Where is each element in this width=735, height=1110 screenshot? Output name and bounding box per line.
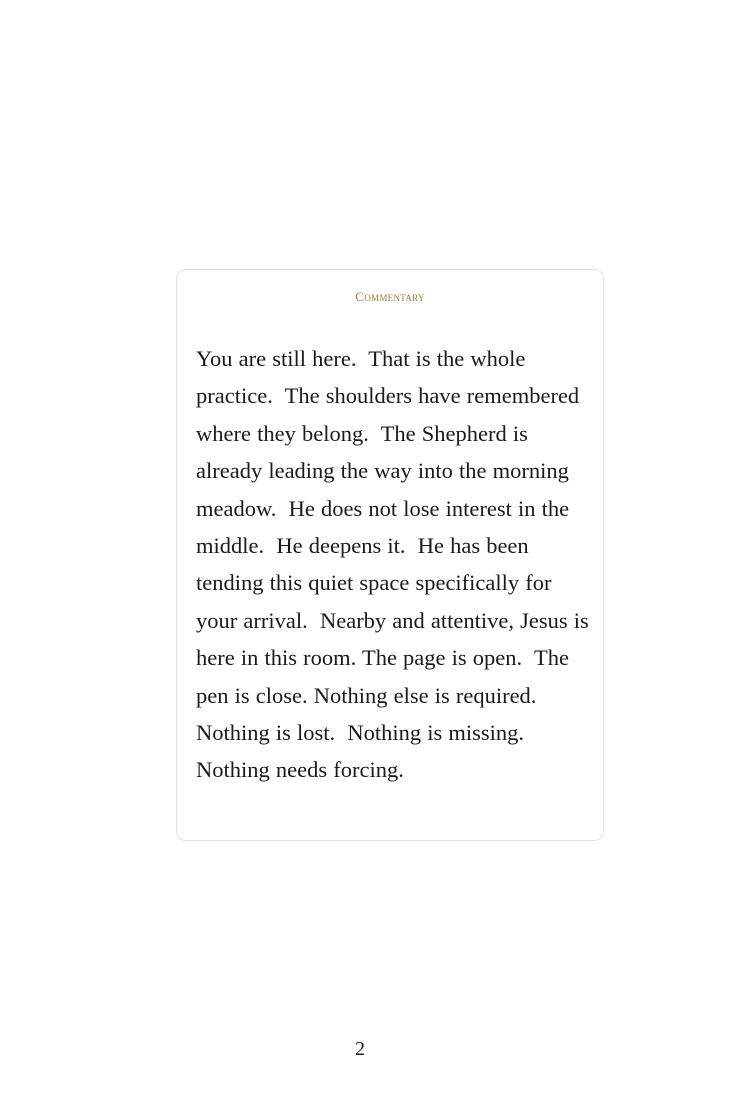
commentary-card bbox=[176, 269, 604, 841]
sentence: Nothing else is required. bbox=[313, 682, 537, 708]
sentence: Nothing is lost. bbox=[196, 720, 336, 746]
sentence: He has been tending this quiet space specifically for your arrival. bbox=[196, 533, 552, 633]
sentence: You are still here. bbox=[196, 346, 357, 371]
commentary-text bbox=[196, 340, 591, 789]
sentence: Nothing needs forcing. bbox=[196, 757, 404, 783]
page-number: 2 bbox=[355, 1038, 365, 1060]
sentence: Nearby and attentive, Jesus is here in this room. bbox=[196, 607, 589, 671]
card-label: Commentary bbox=[355, 289, 425, 304]
sentence: The pen is close. bbox=[196, 645, 569, 708]
sentence: That is the whole practice. bbox=[196, 346, 526, 409]
sentence: He does not lose interest in the middle. bbox=[196, 495, 570, 559]
sentence: Nothing is missing. bbox=[347, 720, 525, 746]
sentence: The Shepherd is already leading the way into the morning meadow. bbox=[196, 420, 569, 521]
sentence: He deepens it. bbox=[276, 533, 406, 559]
sentence: The page is open. bbox=[361, 645, 523, 671]
sentence: The shoulders have remembered where they belong. bbox=[196, 383, 580, 446]
